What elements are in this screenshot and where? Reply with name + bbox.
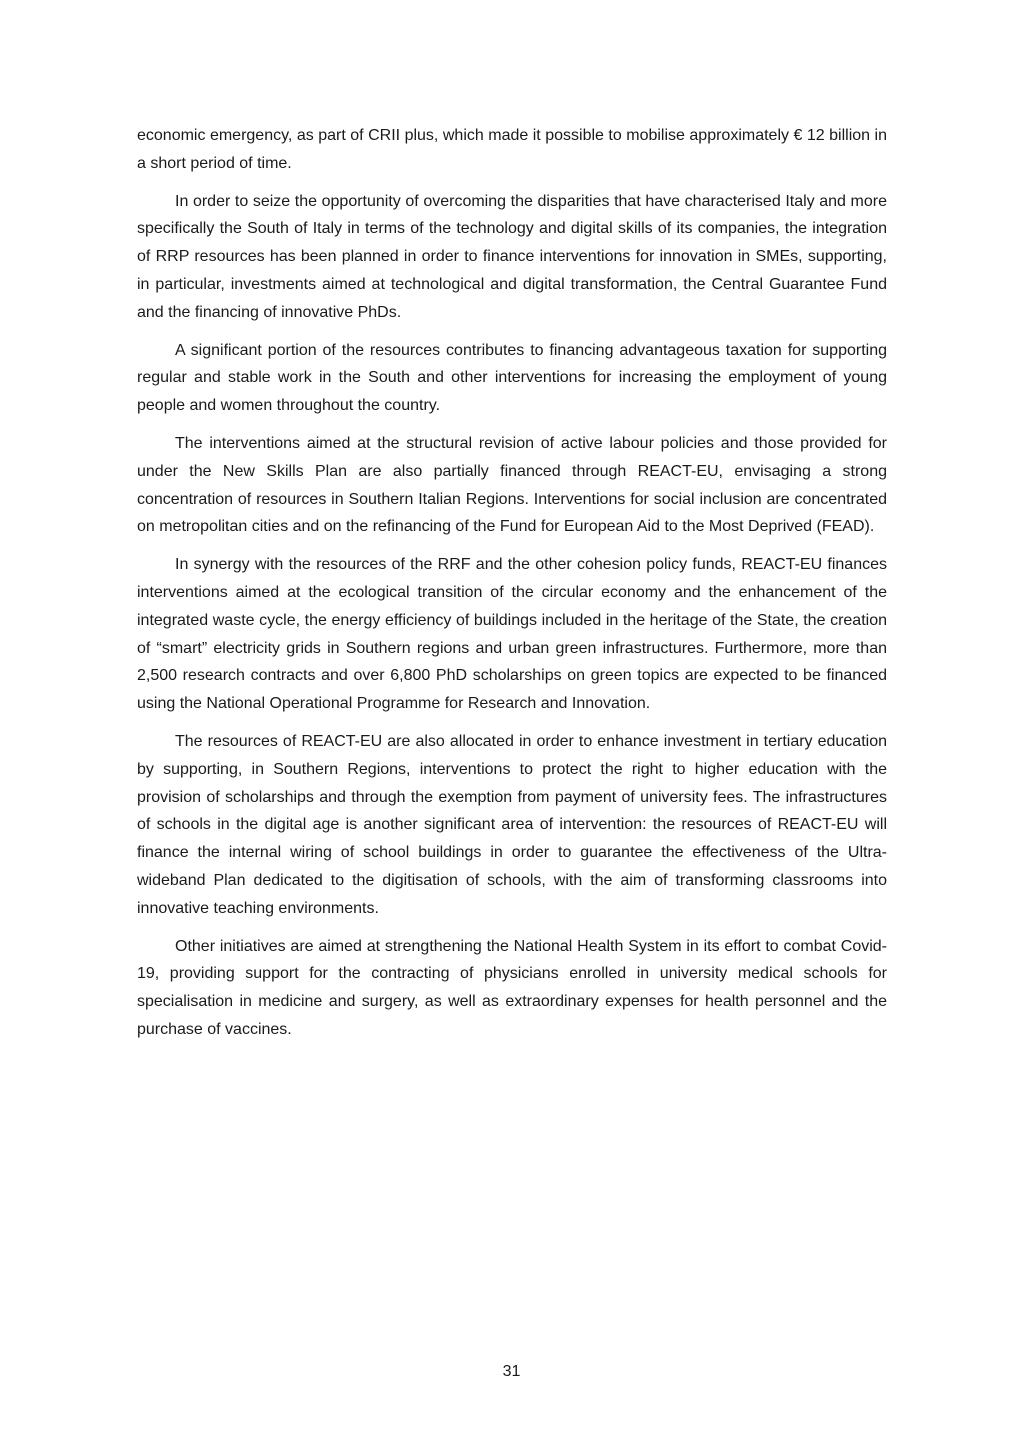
paragraph-continuation: economic emergency, as part of CRII plus, which made it possible to mobilise approximately € 12 billion in a short period of time.: [137, 127, 887, 172]
paragraph-labour-policies: The interventions aimed at the structural revision of active labour policies and those provided for under the New Skills Plan are also partially financed through REACT-EU, envisaging a strong concentration of resources in Southern Italian Regions. Interventions for social inclusion are concentrated on metropolitan cities and on the refinancing of the Fund for European Aid to the Most Deprived (FEAD).: [137, 434, 887, 536]
document-body: [137, 122, 887, 1054]
paragraph-taxation: A significant portion of the resources contributes to financing advantageous taxation for supporting regular and stable work in the South and other interventions for increasing the employment of young people and women throughout the country.: [137, 341, 887, 415]
paragraph-health-system: Other initiatives are aimed at strengthening the National Health System in its effort to combat Covid-19, providing support for the contracting of physicians enrolled in university medical schools for specialisation in medicine and surgery, as well as extraordinary expenses for health personnel and the purchase of vaccines.: [137, 937, 887, 1038]
paragraph-ecological-transition: In synergy with the resources of the RRF and the other cohesion policy funds, REACT-EU finances interventions aimed at the ecological transition of the circular economy and the enhancement of the integrated waste cycle, the energy efficiency of buildings included in the heritage of the State, the creation of “smart” electricity grids in Southern regions and urban green infrastructures. Furthermore, more than 2,500 research contracts and over 6,800 PhD scholarships on green topics are expected to be financed using the National Operational Programme for Research and Innovation.: [137, 556, 887, 713]
paragraph-rrp-integration: In order to seize the opportunity of overcoming the disparities that have characterised Italy and more specifically the South of Italy in terms of the technology and digital skills of its companies, the integration of RRP resources has been planned in order to finance interventions for innovation in SMEs, supporting, in particular, investments aimed at technological and digital transformation, the Central Guarantee Fund and the financing of innovative PhDs.: [137, 192, 887, 321]
page-number: 31: [502, 1363, 521, 1380]
paragraph-tertiary-education: The resources of REACT-EU are also allocated in order to enhance investment in tertiary education by supporting, in Southern Regions, interventions to protect the right to higher education with the provision of scholarships and through the exemption from payment of university fees. The infrastructures of schools in the digital age is another significant area of intervention: the resources of REACT-EU will finance the internal wiring of school buildings in order to guarantee the effectiveness of the Ultra-wideband Plan dedicated to the digitisation of schools, with the aim of transforming classrooms into innovative teaching environments.: [137, 732, 887, 917]
